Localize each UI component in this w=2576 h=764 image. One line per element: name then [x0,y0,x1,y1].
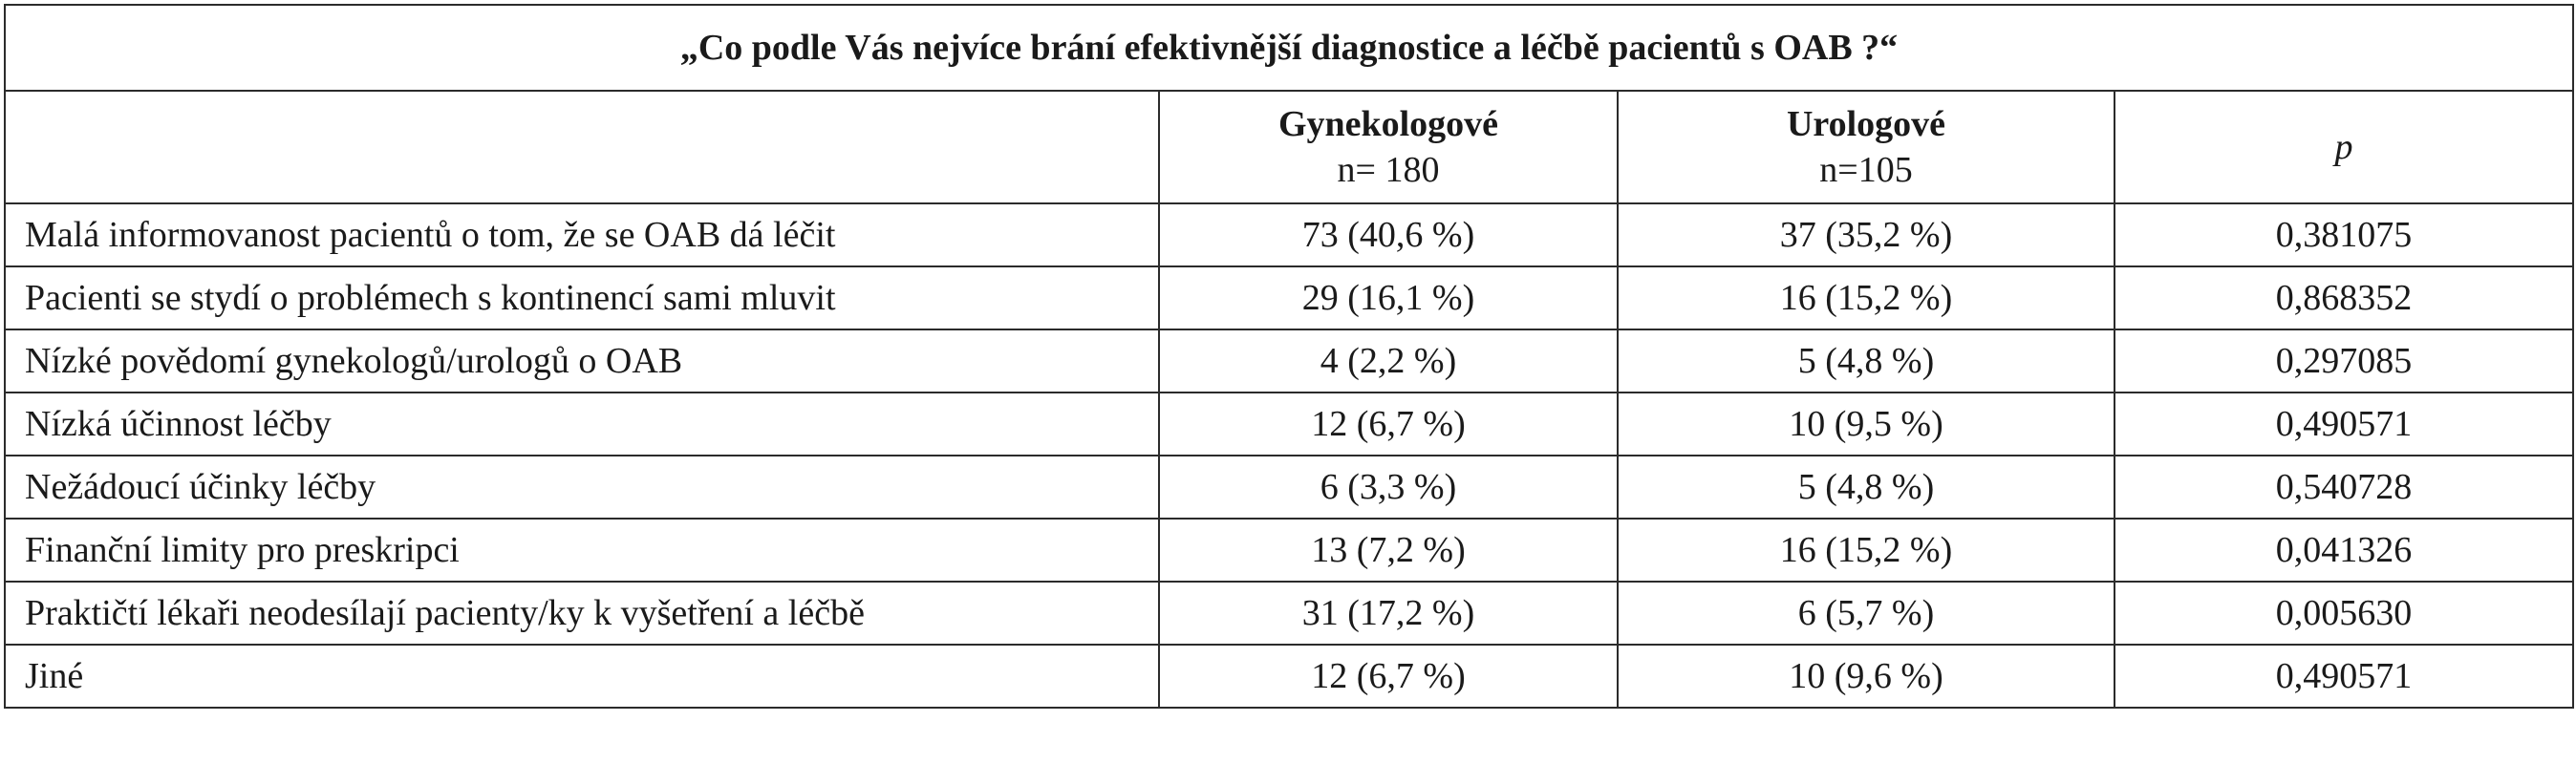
table-row [5,393,2573,456]
p-value: 0,381075 [2114,203,2573,266]
header-gynekologove [1159,91,1618,203]
row-label: Jiné [5,645,1159,708]
table-row [5,329,2573,393]
header-urologove-name: Urologové [1786,104,1946,144]
row-label: Nízká účinnost léčby [5,393,1159,456]
urologove-value: 10 (9,6 %) [1618,645,2114,708]
row-label: Pacienti se stydí o problémech s kontinencí sami mluvit [5,266,1159,329]
p-value: 0,005630 [2114,582,2573,645]
row-label: Finanční limity pro preskripci [5,519,1159,582]
row-label: Nežádoucí účinky léčby [5,456,1159,519]
table-row [5,456,2573,519]
urologove-value: 37 (35,2 %) [1618,203,2114,266]
gynekologove-value: 4 (2,2 %) [1159,329,1618,393]
p-value: 0,868352 [2114,266,2573,329]
p-value: 0,490571 [2114,645,2573,708]
p-value: 0,297085 [2114,329,2573,393]
header-urologove [1618,91,2114,203]
gynekologove-value: 13 (7,2 %) [1159,519,1618,582]
urologove-value: 16 (15,2 %) [1618,519,2114,582]
survey-table [4,4,2574,709]
table-title: „Co podle Vás nejvíce brání efektivnější diagnostice a léčbě pacientů s OAB ?“ [5,5,2573,91]
table-row [5,519,2573,582]
header-row [5,91,2573,203]
gynekologove-value: 6 (3,3 %) [1159,456,1618,519]
gynekologove-value: 29 (16,1 %) [1159,266,1618,329]
header-empty-cell [5,91,1159,203]
header-p-value: p [2114,91,2573,203]
title-row [5,5,2573,91]
table-row [5,645,2573,708]
row-label: Nízké povědomí gynekologů/urologů o OAB [5,329,1159,393]
p-value: 0,041326 [2114,519,2573,582]
p-value: 0,490571 [2114,393,2573,456]
urologove-value: 10 (9,5 %) [1618,393,2114,456]
urologove-value: 6 (5,7 %) [1618,582,2114,645]
table-row [5,266,2573,329]
gynekologove-value: 31 (17,2 %) [1159,582,1618,645]
header-gynekologove-name: Gynekologové [1277,104,1499,144]
table-row [5,203,2573,266]
gynekologove-value: 12 (6,7 %) [1159,393,1618,456]
table-row [5,582,2573,645]
gynekologove-value: 73 (40,6 %) [1159,203,1618,266]
gynekologove-value: 12 (6,7 %) [1159,645,1618,708]
urologove-value: 5 (4,8 %) [1618,456,2114,519]
p-value: 0,540728 [2114,456,2573,519]
urologove-value: 5 (4,8 %) [1618,329,2114,393]
row-label: Praktičtí lékaři neodesílají pacienty/ky k vyšetření a léčbě [5,582,1159,645]
header-urologove-n: n=105 [1819,150,1913,190]
urologove-value: 16 (15,2 %) [1618,266,2114,329]
header-gynekologove-n: n= 180 [1337,150,1440,190]
row-label: Malá informovanost pacientů o tom, že se OAB dá léčit [5,203,1159,266]
